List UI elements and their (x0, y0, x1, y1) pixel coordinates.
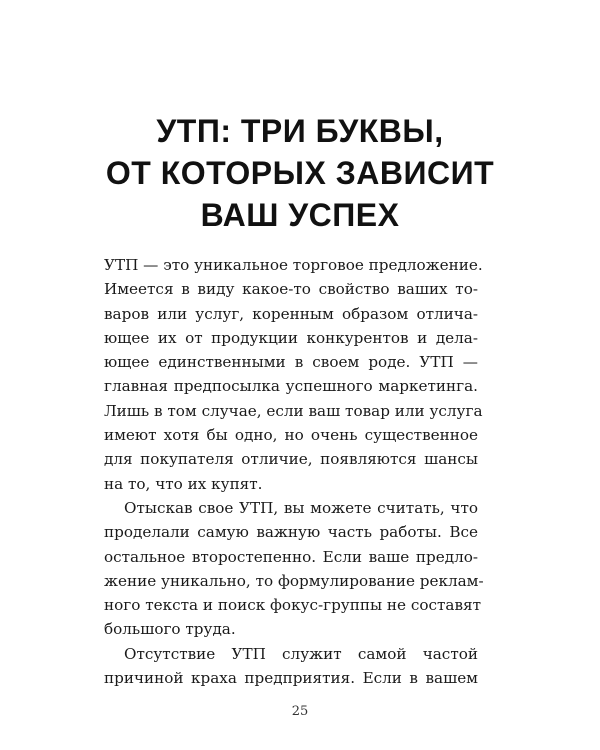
text-line: УТП — это уникальное торговое предложение. (104, 256, 483, 274)
paragraph-1 (104, 253, 483, 496)
text-line: остальное второстепенно. Если ваше предло- (104, 547, 478, 566)
text-line: имеют хотя бы одно, но очень существенное (104, 426, 478, 445)
text-line: ного текста и поиск фокус-группы не составят (104, 596, 481, 615)
text-line: жение уникально, то формулирование реклам- (104, 571, 484, 590)
chapter-title-line: УТП: ТРИ БУКВЫ, (156, 113, 444, 149)
text-line: ющее единственными в своем роде. УТП — (104, 353, 478, 372)
text-line: Имеется в виду какое-то свойство ваших то- (104, 280, 478, 299)
text-line: Отсутствие УТП служит самой частой (124, 644, 478, 663)
chapter-title-line: ВАШ УСПЕХ (200, 197, 400, 233)
chapter-title (60, 110, 540, 236)
text-line: Лишь в том случае, если ваш товар или услуга (104, 401, 483, 420)
text-line: большого труда. (104, 620, 236, 639)
chapter-title-line: ОТ КОТОРЫХ ЗАВИСИТ (105, 155, 495, 191)
text-line: варов или услуг, коренным образом отлича- (104, 304, 478, 323)
text-line: ющее их от продукции конкурентов и дела- (104, 328, 478, 347)
text-line: на то, что их купят. (104, 474, 263, 493)
body-text (104, 253, 484, 690)
text-line: причиной краха предприятия. Если в вашем (104, 669, 478, 688)
text-line: Отыскав свое УТП, вы можете считать, что (124, 498, 478, 517)
paragraph-2 (104, 496, 484, 642)
text-line: для покупателя отличие, появляются шансы (104, 450, 478, 469)
page-number: 25 (291, 704, 309, 719)
text-line: главная предпосылка успешного маркетинга. (104, 377, 478, 396)
paragraph-3 (104, 642, 478, 691)
text-line: проделали самую важную часть работы. Все (104, 523, 478, 542)
